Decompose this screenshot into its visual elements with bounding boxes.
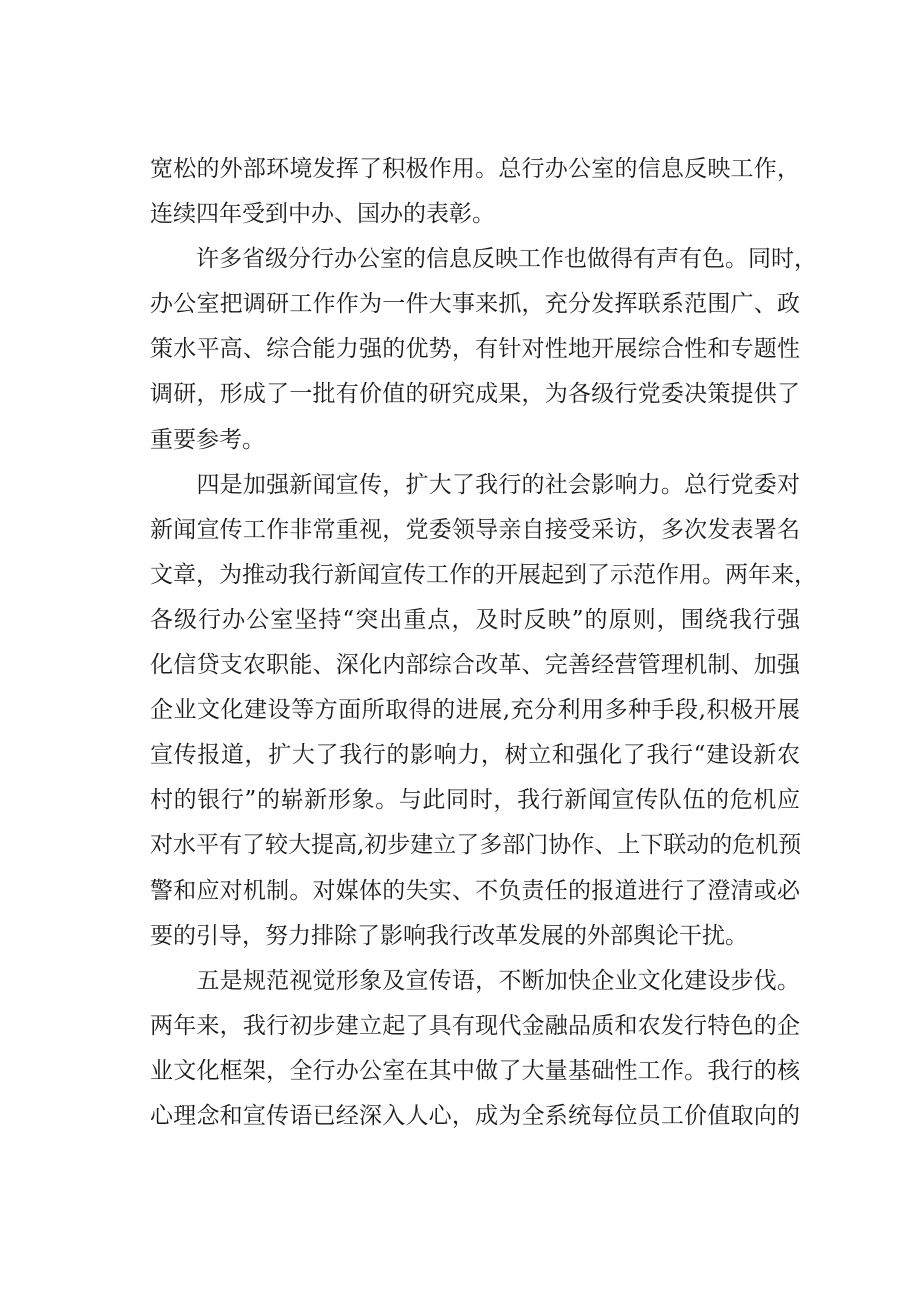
- text-line: 许多省级分行办公室的信息反映工作也做得有声有色。同时，: [150, 246, 817, 273]
- paragraph-2: [150, 237, 817, 462]
- text-line: 对水平有了较大提高,初步建立了多部门协作、上下联动的危机预: [150, 832, 802, 859]
- text-line: 村的银行”的崭新形象。与此同时，我行新闻宣传队伍的危机应: [150, 787, 800, 814]
- text-line: 新闻宣传工作非常重视，党委领导亲自接受采访，多次发表署名: [150, 516, 800, 543]
- text-line: 宣传报道，扩大了我行的影响力，树立和强化了我行“建设新农: [150, 742, 800, 769]
- text-line: 办公室把调研工作作为一件大事来抓，充分发挥联系范围广、政: [150, 291, 800, 318]
- text-line: 化信贷支农职能、深化内部综合改革、完善经营管理机制、加强: [150, 652, 800, 679]
- text-line: 五是规范视觉形象及宣传语，不断加快企业文化建设步伐。: [150, 967, 800, 994]
- paragraph-3: [150, 463, 817, 959]
- text-line: 连续四年受到中办、国办的表彰。: [150, 201, 495, 228]
- body-text: [150, 147, 817, 1139]
- text-line: 心理念和宣传语已经深入人心，成为全系统每位员工价值取向的: [150, 1102, 800, 1129]
- paragraph-4: [150, 959, 800, 1139]
- text-line: 企业文化建设等方面所取得的进展,充分利用多种手段,积极开展: [150, 697, 800, 724]
- text-line: 策水平高、综合能力强的优势，有针对性地开展综合性和专题性: [150, 336, 800, 363]
- text-line: 文章，为推动我行新闻宣传工作的开展起到了示范作用。两年来，: [150, 561, 817, 588]
- paragraph-1: [150, 147, 800, 237]
- text-line: 四是加强新闻宣传，扩大了我行的社会影响力。总行党委对: [150, 471, 800, 498]
- text-line: 各级行办公室坚持“突出重点，及时反映”的原则，围绕我行强: [150, 606, 800, 633]
- text-line: 要的引导，努力排除了影响我行改革发展的外部舆论干扰。: [150, 922, 748, 949]
- text-line: 宽松的外部环境发挥了积极作用。总行办公室的信息反映工作，: [150, 156, 800, 182]
- text-line: 重要参考。: [150, 426, 265, 453]
- text-line: 调研，形成了一批有价值的研究成果，为各级行党委决策提供了: [150, 381, 800, 408]
- text-line: 两年来，我行初步建立起了具有现代金融品质和农发行特色的企: [150, 1012, 800, 1039]
- text-line: 业文化框架，全行办公室在其中做了大量基础性工作。我行的核: [150, 1057, 800, 1084]
- text-line: 警和应对机制。对媒体的失实、不负责任的报道进行了澄清或必: [150, 877, 800, 904]
